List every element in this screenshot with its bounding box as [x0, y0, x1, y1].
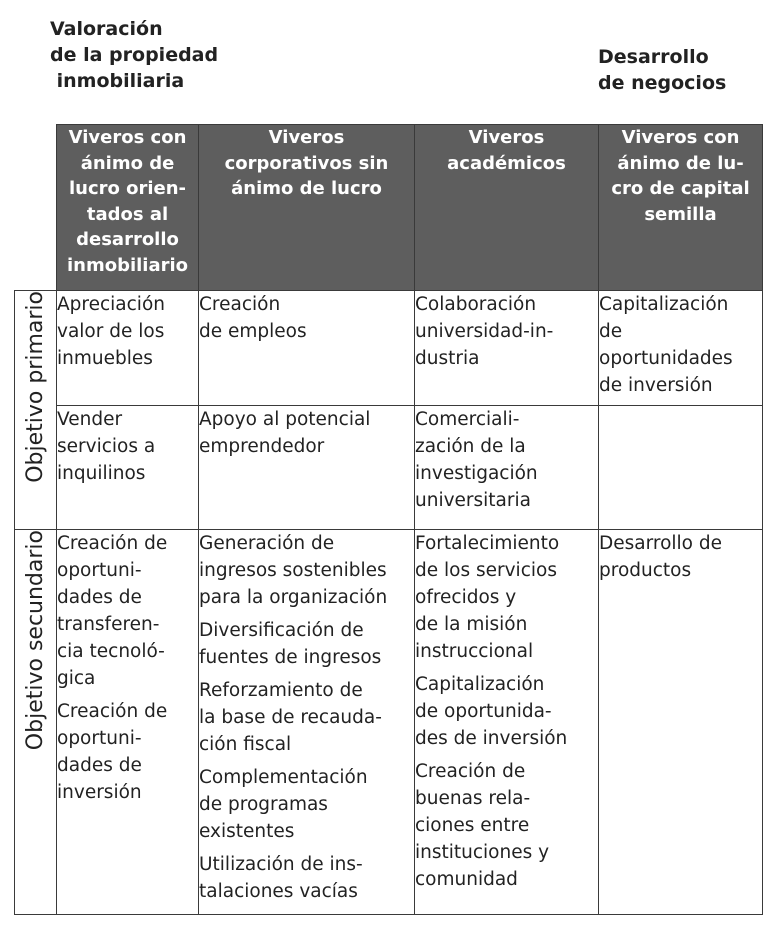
cell-item-line: talaciones vacías	[199, 881, 358, 902]
cell-item	[415, 291, 598, 372]
cell-item-line: Diversificación de	[199, 620, 364, 641]
cell-item-line: de	[599, 321, 623, 342]
column-header-line: cro de capital	[611, 178, 750, 199]
column-header-line: inmobiliario	[66, 254, 189, 276]
cell-item	[199, 851, 414, 905]
cell-item-line: Complementación	[199, 767, 368, 788]
cell-item-line: inmuebles	[57, 348, 153, 369]
cell-item	[415, 530, 598, 665]
cell-item	[599, 530, 762, 584]
cell-item	[415, 406, 598, 514]
cell-item-line: Reforzamiento de	[199, 680, 363, 701]
cell-item-line: Apoyo al potencial	[199, 409, 371, 430]
column-header	[199, 125, 415, 291]
cell-item-line: universidad-in-	[415, 321, 554, 342]
cell-item-line: Apreciación	[57, 294, 165, 315]
table-cell	[415, 291, 599, 406]
cell-item-line: gica	[57, 668, 96, 689]
cell-item-line: para la organización	[199, 587, 388, 608]
corner-cell	[15, 125, 57, 291]
top-left-axis-label	[50, 16, 218, 94]
cell-item-line: Generación de	[199, 533, 335, 554]
cell-item-line: des de inversión	[415, 728, 568, 749]
header-row	[15, 125, 763, 291]
cell-item	[199, 764, 414, 845]
cell-item-line: Utilización de ins-	[199, 854, 363, 875]
top-right-axis-label	[598, 44, 726, 96]
cell-item-line: Capitalización	[415, 674, 545, 695]
cell-item-line: dades de	[57, 755, 142, 776]
column-header	[415, 125, 599, 291]
table-cell	[57, 406, 199, 530]
cell-item-line: valor de los	[57, 321, 165, 342]
cell-item-line: la base de recauda-	[199, 707, 382, 728]
cell-item-line: dustria	[415, 348, 480, 369]
table-cell	[199, 406, 415, 530]
column-header-line: Viveros	[468, 127, 545, 148]
column-header-line: lucro orien-	[68, 178, 187, 199]
column-header-line: ánimo de	[80, 152, 175, 174]
cell-item-line: productos	[599, 560, 692, 581]
axis-label-line: Desarrollo	[598, 46, 709, 68]
column-header-line: Viveros con	[68, 127, 187, 148]
cell-item-line: de la misión	[415, 614, 528, 635]
cell-item-line: de oportunida-	[415, 701, 552, 722]
column-header-line: desarrollo	[76, 229, 179, 250]
table-cell	[57, 291, 199, 406]
column-header-line: corporativos sin	[224, 152, 389, 174]
cell-item-line: inversión	[57, 782, 142, 803]
axis-label-line: de la propiedad	[50, 44, 219, 66]
cell-item-line: Desarrollo de	[599, 533, 723, 554]
cell-item-line: transferen-	[57, 614, 160, 635]
cell-item	[57, 291, 198, 372]
column-header-line: ánimo de lucro	[231, 178, 382, 199]
cell-item-line: de inversión	[599, 375, 713, 396]
cell-item-line: servicios a	[57, 436, 156, 457]
cell-item-line: inquilinos	[57, 463, 146, 484]
cell-item-line: oportuni-	[57, 728, 142, 749]
cell-item	[415, 671, 598, 752]
cell-item-line: instruccional	[415, 641, 534, 662]
cell-item-line: dades de	[57, 587, 142, 608]
cell-item-line: comunidad	[415, 869, 518, 890]
cell-item-line: ción fiscal	[199, 734, 292, 755]
cell-item	[415, 758, 598, 893]
row-group-label-text: Objetivo primario	[22, 291, 48, 483]
row-group-label	[15, 291, 57, 530]
cell-item-line: Fortalecimiento	[415, 533, 560, 554]
cell-item-line: de los servicios	[415, 560, 557, 581]
row-group-label	[15, 530, 57, 915]
cell-item-line: ingresos sostenibles	[199, 560, 387, 581]
cell-item	[57, 698, 198, 806]
cell-item	[599, 291, 762, 399]
cell-item	[199, 677, 414, 758]
column-header	[57, 125, 199, 291]
table-cell	[199, 291, 415, 406]
cell-item-line: universitaria	[415, 490, 531, 511]
cell-item-line: Creación de	[57, 701, 168, 722]
column-header-line: Viveros	[268, 127, 345, 148]
table-row	[15, 406, 763, 530]
table-cell	[599, 406, 763, 530]
cell-item-line: investigación	[415, 463, 538, 484]
cell-item-line: de empleos	[199, 321, 307, 342]
cell-item-line: ciones entre	[415, 815, 530, 836]
cell-item	[199, 406, 414, 460]
cell-item-line: instituciones y	[415, 842, 550, 863]
table-row	[15, 530, 763, 915]
table-cell	[599, 291, 763, 406]
cell-item-line: oportunidades	[599, 348, 733, 369]
column-header	[599, 125, 763, 291]
column-header-line: ánimo de lu-	[617, 152, 744, 174]
table-cell	[199, 530, 415, 915]
column-header-line: semilla	[644, 203, 717, 225]
table-cell	[57, 530, 199, 915]
row-group-label-text: Objetivo secundario	[22, 530, 48, 751]
column-header-line: tados al	[86, 203, 169, 225]
axis-label-line: de negocios	[598, 72, 727, 94]
cell-item	[199, 291, 414, 345]
cell-item-line: Capitalización	[599, 294, 729, 315]
cell-item-line: oportuni-	[57, 560, 142, 581]
table-cell	[415, 406, 599, 530]
cell-item-line: Colaboración	[415, 294, 537, 315]
cell-item-line: Comerciali-	[415, 409, 520, 430]
cell-item	[199, 617, 414, 671]
cell-item-line: ofrecidos y	[415, 587, 517, 608]
cell-item-line: zación de la	[415, 436, 526, 457]
axis-label-line: Valoración	[50, 18, 163, 40]
cell-item	[57, 406, 198, 487]
cell-item-line: Creación de	[57, 533, 168, 554]
cell-item	[199, 530, 414, 611]
cell-item-line: buenas rela-	[415, 788, 531, 809]
cell-item-line: de programas	[199, 794, 328, 815]
table-cell	[415, 530, 599, 915]
column-header-line: académicos	[447, 152, 566, 174]
cell-item	[57, 530, 198, 692]
table-row	[15, 291, 763, 406]
axis-label-line: inmobiliaria	[50, 70, 185, 92]
cell-item-line: emprendedor	[199, 436, 325, 457]
cell-item-line: Creación	[199, 294, 281, 315]
cell-item-line: Vender	[57, 409, 123, 430]
incubator-objectives-table	[14, 124, 763, 915]
cell-item-line: fuentes de ingresos	[199, 647, 382, 668]
table-cell	[599, 530, 763, 915]
cell-item-line: existentes	[199, 821, 295, 842]
column-header-line: Viveros con	[621, 127, 740, 148]
cell-item-line: Creación de	[415, 761, 526, 782]
cell-item-line: cia tecnoló-	[57, 641, 165, 662]
